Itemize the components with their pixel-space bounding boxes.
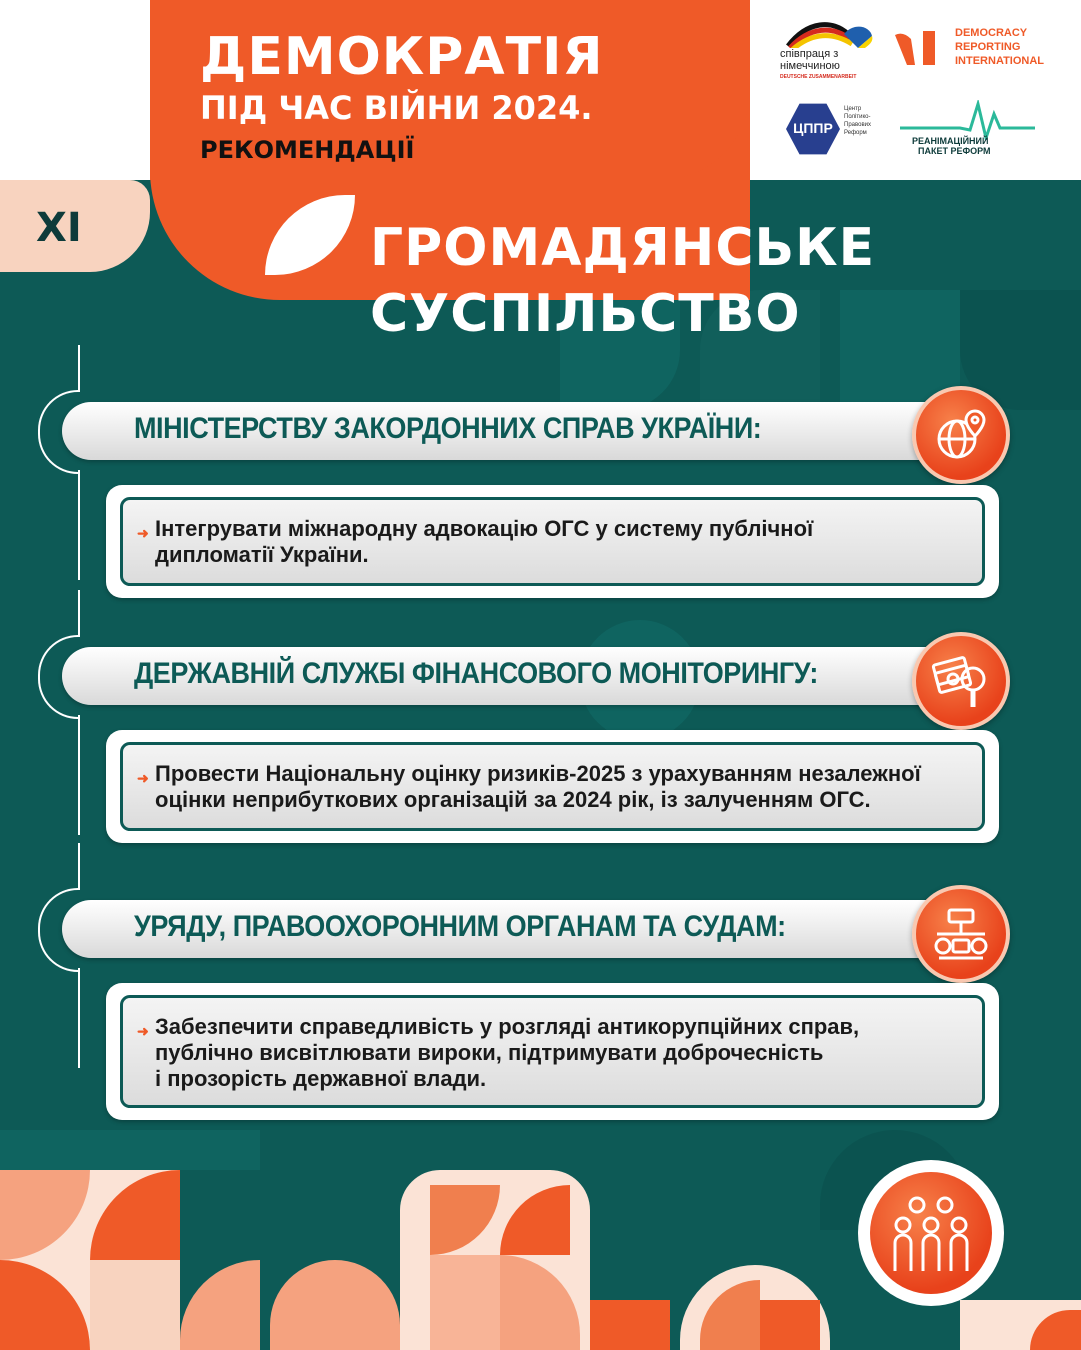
heartbeat-icon (900, 100, 1035, 140)
logo-cppr (786, 102, 886, 158)
recommendation-inner (120, 995, 985, 1108)
recommendation-line: Інтегрувати міжнародну адвокацію ОГС у систему публічної (155, 516, 814, 541)
connector-line (78, 843, 80, 888)
dri-line3: INTERNATIONAL (955, 55, 1045, 67)
rpr-line2: ПАКЕТ РЕФОРМ (918, 146, 991, 156)
recommendation-line: дипломатії України. (155, 542, 369, 567)
header-subtitle: РЕКОМЕНДАЦІЇ (200, 136, 415, 164)
recommendation-line: Забезпечити справедливість у розгляді антикорупційних справ, (155, 1014, 860, 1039)
globe-location-icon (912, 386, 1010, 484)
addressee-label: УРЯДУ, ПРАВООХОРОННИМ ОРГАНАМ ТА СУДАМ: (134, 910, 786, 943)
justice-scales-icon (912, 885, 1010, 983)
bullet-arrow-icon: ➜ (137, 525, 149, 541)
dri-line1: DEMOCRACY (955, 27, 1028, 39)
addressee-pill (62, 900, 992, 958)
logo-germany (778, 22, 878, 82)
section-title (370, 215, 875, 347)
bullet-arrow-icon: ➜ (137, 1023, 149, 1039)
germany-logo-small: DEUTSCHE ZUSAMMENARBEIT (780, 74, 857, 80)
recommendation-text (137, 761, 962, 813)
recommendation-inner (120, 497, 985, 586)
money-magnifier-icon (912, 632, 1010, 730)
cppr-mark: ЦППР (793, 120, 833, 136)
recommendation-line: Провести Національну оцінку ризиків-2025 з урахуванням незалежної (155, 761, 921, 786)
connector-line (78, 715, 80, 835)
germany-logo-text: співпраця з німеччиною (780, 48, 840, 72)
dri-mark-icon (893, 25, 945, 69)
cppr-text3: Правових (844, 122, 871, 128)
connector-line (78, 345, 80, 390)
addressee-label: МІНІСТЕРСТВУ ЗАКОРДОННИХ СПРАВ УКРАЇНИ: (134, 412, 762, 445)
addressee-label: ДЕРЖАВНІЙ СЛУЖБІ ФІНАНСОВОГО МОНІТОРИНГУ: (134, 657, 818, 690)
recommendation-line: оцінки неприбуткових організацій за 2024 рік, із залученням ОГС. (155, 787, 871, 812)
addressee-pill (62, 647, 992, 705)
header-title-line2: ПІД ЧАС ВІЙНИ 2024. (200, 89, 593, 127)
recommendation-line: і прозорість державної влади. (155, 1066, 487, 1091)
logo-dri (893, 25, 1063, 75)
recommendation-line: публічно висвітлювати вироки, підтримувати доброчесність (155, 1040, 824, 1065)
recommendation-text (137, 1014, 962, 1092)
connector-line (78, 590, 80, 635)
section-title-line2: СУСПІЛЬСТВО (370, 284, 801, 344)
recommendation-box (106, 730, 999, 843)
dri-line2: REPORTING (955, 41, 1021, 53)
bullet-arrow-icon: ➜ (137, 770, 149, 786)
recommendation-box (106, 983, 999, 1120)
cppr-text4: Реформ (844, 130, 867, 136)
recommendation-box (106, 485, 999, 598)
connector-line (78, 470, 80, 580)
section-title-line1: ГРОМАДЯНСЬКЕ (370, 218, 876, 278)
header-title: ДЕМОКРАТІЯ (200, 27, 604, 87)
addressee-pill (62, 402, 992, 460)
rpr-line1: РЕАНІМАЦІЙНИЙ (912, 136, 989, 146)
recommendation-text (137, 516, 962, 568)
cppr-text2: Політико- (844, 114, 871, 120)
people-group-icon (858, 1160, 1004, 1306)
recommendation-inner (120, 742, 985, 831)
connector-line (78, 968, 80, 1068)
section-number: XI (36, 205, 82, 251)
cppr-text1: Центр (844, 106, 862, 112)
flag-heart-icon (778, 22, 878, 48)
logo-rpr (900, 100, 1035, 160)
